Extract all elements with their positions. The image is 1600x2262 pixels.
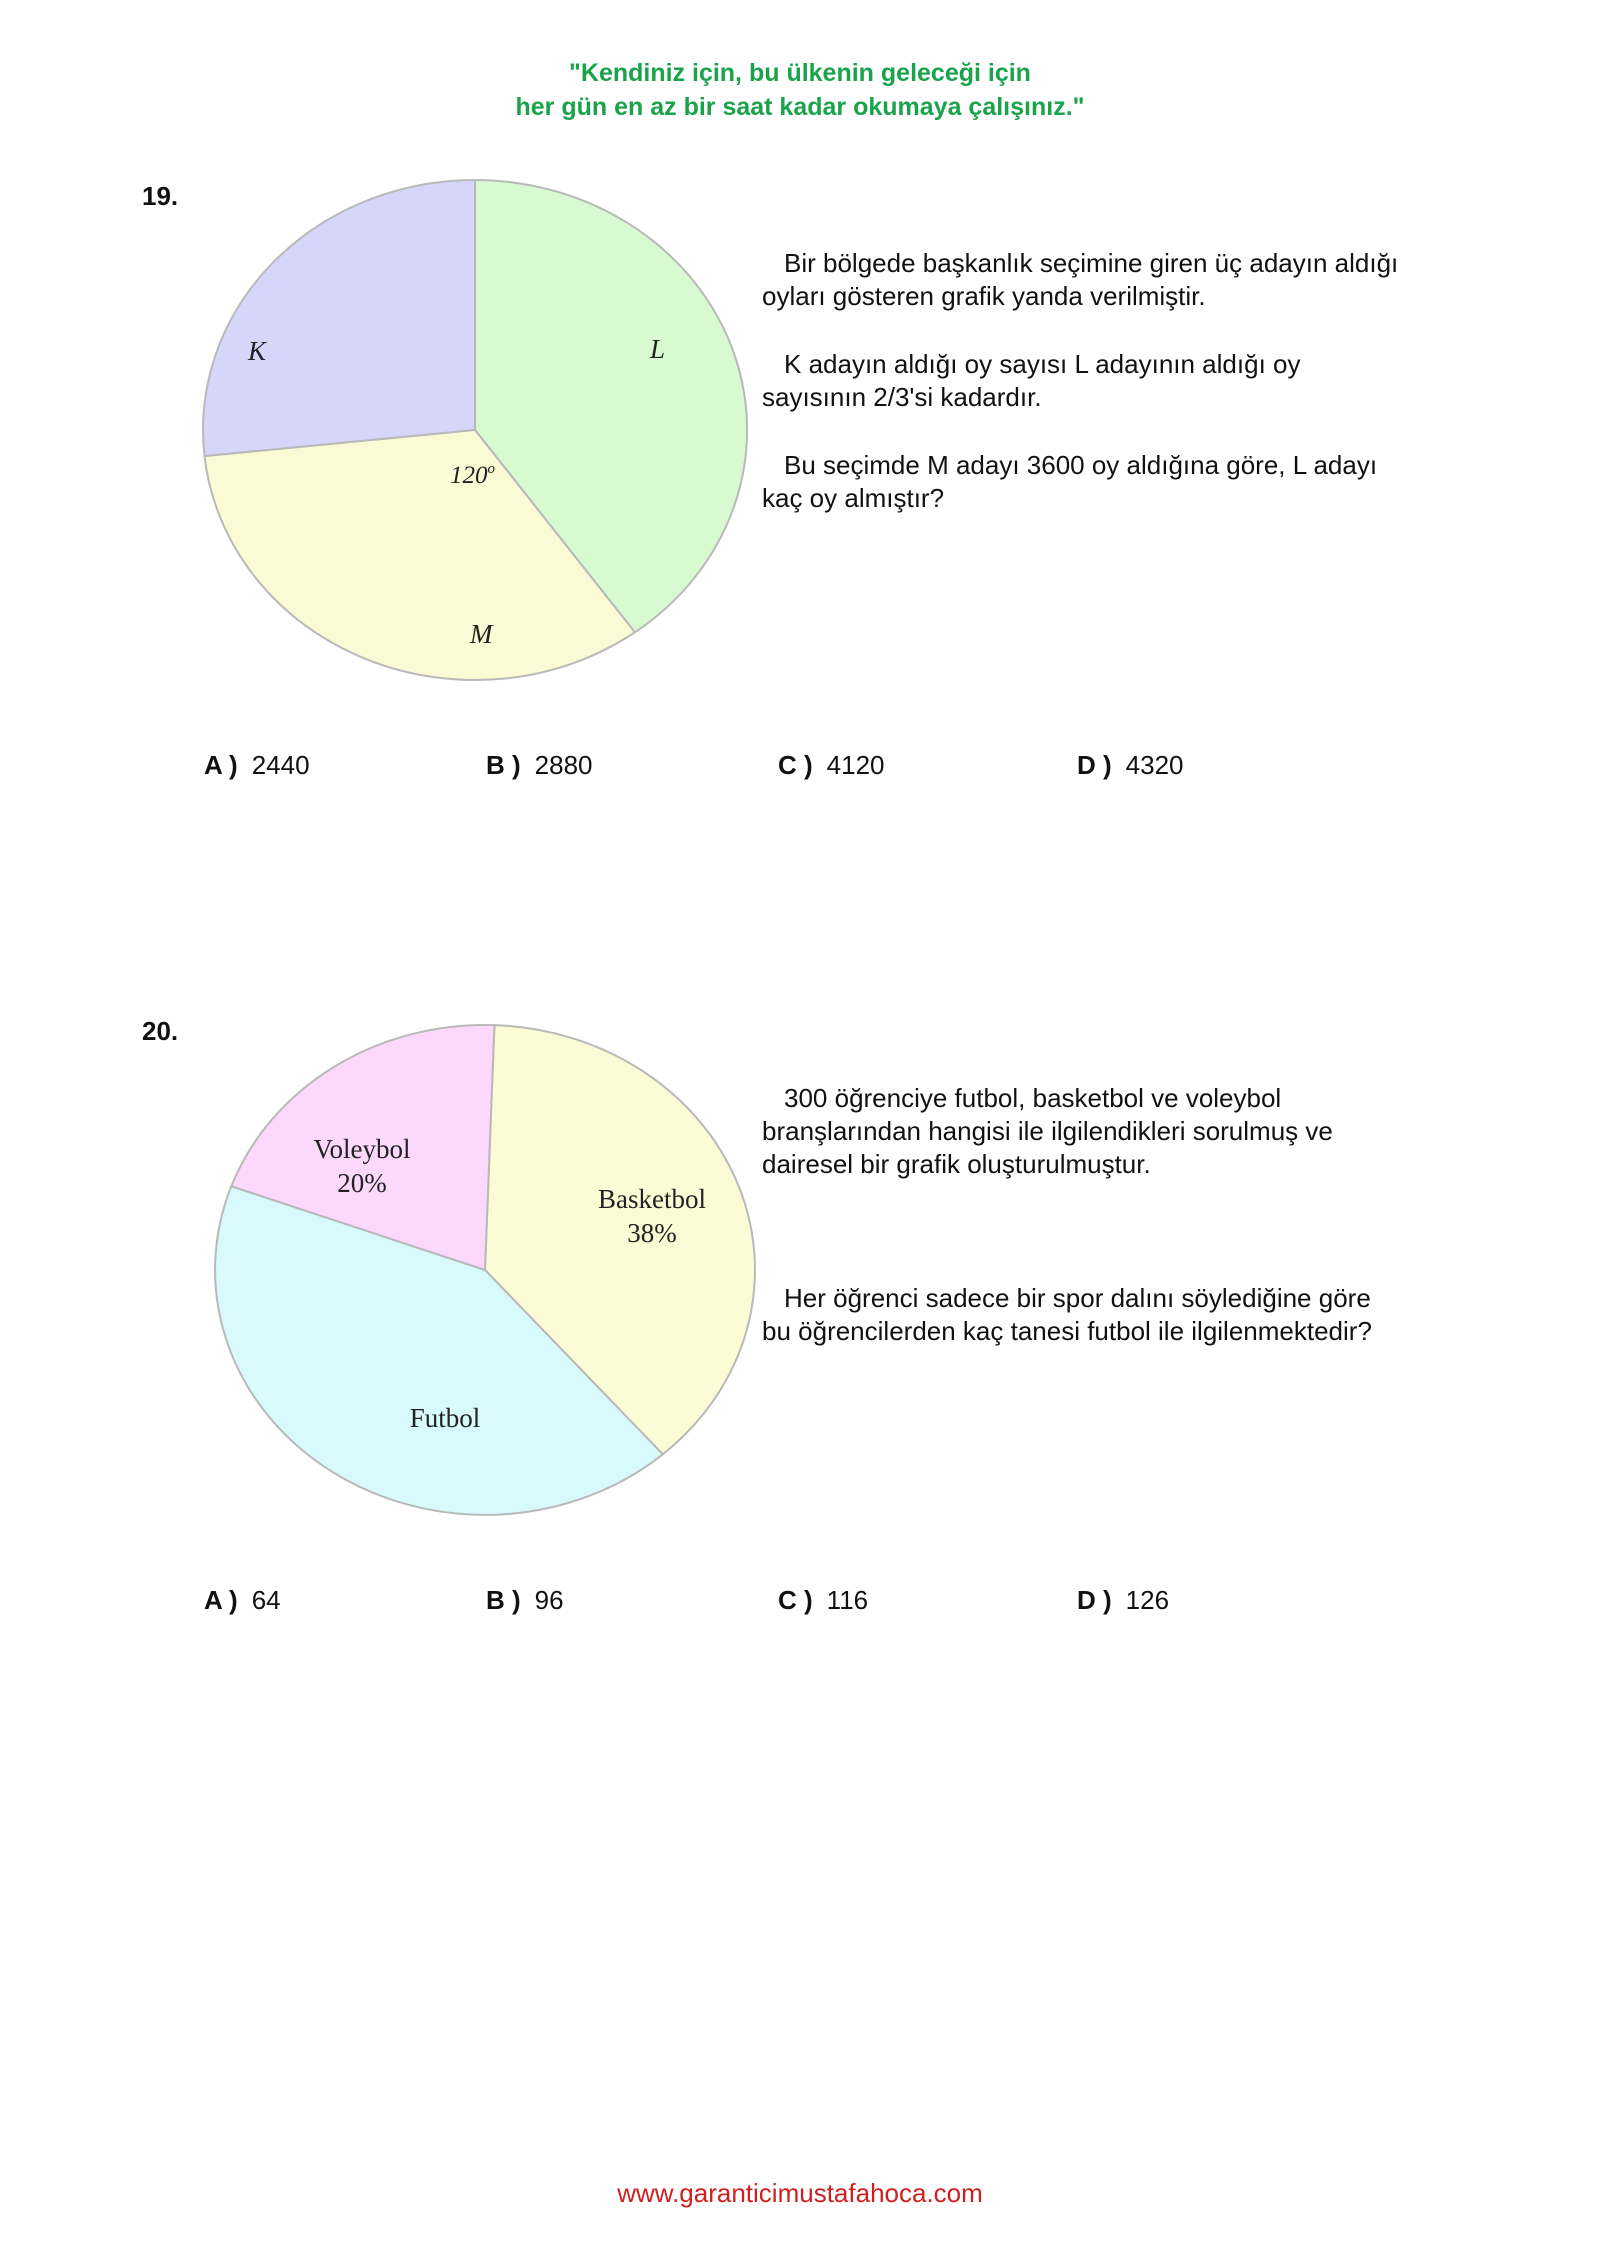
motto-line-2: her gün en az bir saat kadar okumaya çalışınız." bbox=[515, 93, 1085, 121]
option-value: 2440 bbox=[251, 750, 310, 780]
slice-label-k: K bbox=[248, 336, 267, 366]
slice-percent-voleybol: 20% bbox=[337, 1168, 387, 1198]
slice-label-l: L bbox=[650, 334, 666, 364]
question-number-20: 20. bbox=[142, 1016, 179, 1046]
option-c[interactable] bbox=[778, 1585, 868, 1616]
motto-header bbox=[0, 56, 1600, 124]
option-value: 96 bbox=[534, 1585, 564, 1615]
option-value: 4320 bbox=[1125, 750, 1184, 780]
option-d[interactable] bbox=[1077, 750, 1184, 781]
question-text-19 bbox=[762, 247, 1402, 515]
slice-label-futbol: Futbol bbox=[409, 1403, 481, 1433]
q19-paragraph-3: Bu seçimde M adayı 3600 oy aldığına göre, L adayı kaç oy almıştır? bbox=[762, 450, 1378, 513]
option-letter: A ) bbox=[204, 1585, 238, 1615]
option-d[interactable] bbox=[1077, 1585, 1169, 1616]
option-value: 4120 bbox=[826, 750, 885, 780]
slice-label-m: M bbox=[470, 619, 493, 649]
option-c[interactable] bbox=[778, 750, 885, 781]
pie-chart-20 bbox=[200, 1005, 760, 1525]
option-value: 126 bbox=[1125, 1585, 1170, 1615]
option-letter: B ) bbox=[486, 750, 521, 780]
pie-slice-k bbox=[203, 180, 475, 456]
question-number-19: 19. bbox=[142, 181, 179, 211]
slice-percent-basketbol: 38% bbox=[627, 1218, 677, 1248]
footer-url[interactable]: www.garanticimustafahoca.com bbox=[617, 2178, 983, 2208]
option-letter: D ) bbox=[1077, 750, 1112, 780]
answer-options-20 bbox=[0, 1585, 1600, 1625]
option-value: 64 bbox=[251, 1585, 281, 1615]
q19-paragraph-1: Bir bölgede başkanlık seçimine giren üç adayın aldığı oyları gösteren grafik yanda verilmiştir. bbox=[762, 248, 1399, 311]
slice-label-voleybol: Voleybol bbox=[313, 1134, 411, 1164]
pie-chart-19 bbox=[200, 180, 760, 690]
q20-paragraph-1: 300 öğrenciye futbol, basketbol ve voleybol branşlarından hangisi ile ilgilendikleri sorulmuş ve dairesel bir grafik oluşturulmuştur. bbox=[762, 1083, 1333, 1179]
option-a[interactable] bbox=[204, 1585, 281, 1616]
option-letter: C ) bbox=[778, 1585, 813, 1615]
question-text-20 bbox=[762, 1082, 1402, 1348]
answer-options-19 bbox=[0, 750, 1600, 790]
slice-label-basketbol: Basketbol bbox=[598, 1184, 706, 1214]
option-letter: B ) bbox=[486, 1585, 521, 1615]
option-a[interactable] bbox=[204, 750, 310, 781]
option-letter: A ) bbox=[204, 750, 238, 780]
option-letter: C ) bbox=[778, 750, 813, 780]
angle-annotation: 120$^o$ bbox=[450, 461, 495, 489]
option-value: 116 bbox=[826, 1585, 869, 1615]
q19-paragraph-2: K adayın aldığı oy sayısı L adayının aldığı oy sayısının 2/3'si kadardır. bbox=[762, 349, 1301, 412]
option-b[interactable] bbox=[486, 1585, 564, 1616]
motto-line-1: "Kendiniz için, bu ülkenin geleceği için bbox=[569, 59, 1031, 87]
option-b[interactable] bbox=[486, 750, 593, 781]
option-letter: D ) bbox=[1077, 1585, 1112, 1615]
option-value: 2880 bbox=[534, 750, 593, 780]
q20-paragraph-2: Her öğrenci sadece bir spor dalını söylediğine göre bu öğrencilerden kaç tanesi futbol ile ilgilenmektedir? bbox=[762, 1283, 1372, 1346]
